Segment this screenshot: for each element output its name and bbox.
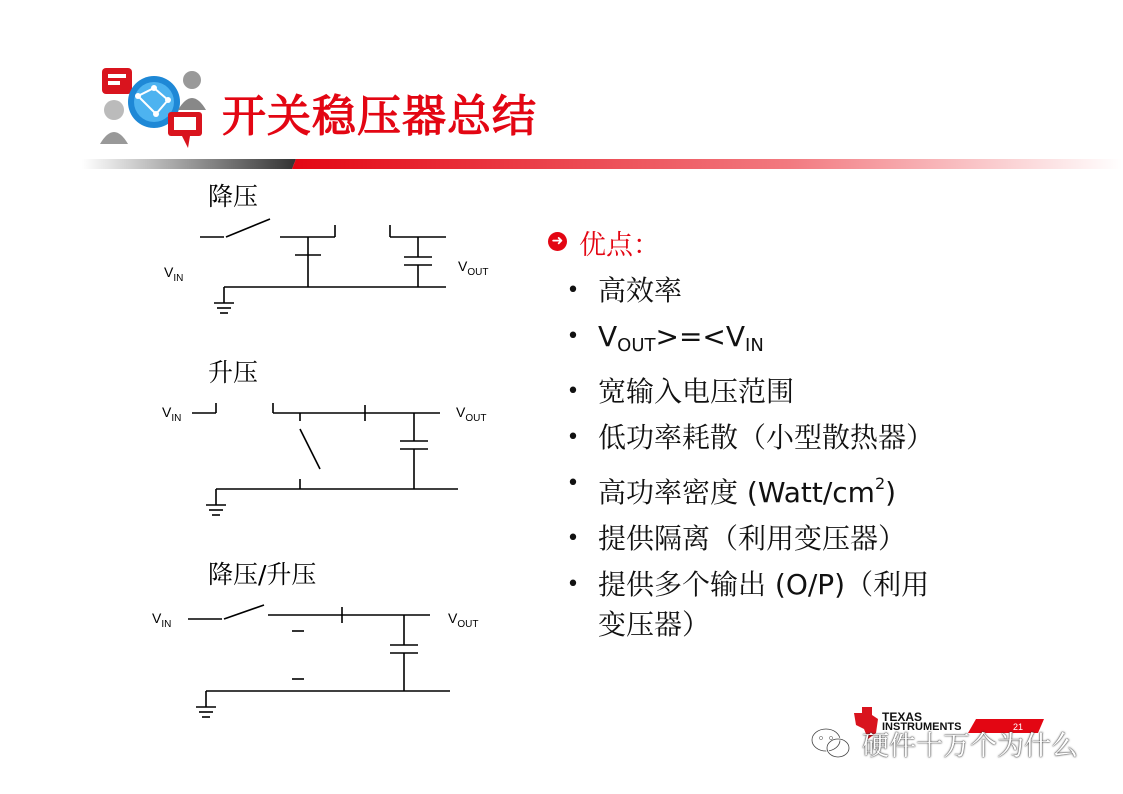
boost-vin-label: $V_{IN}$	[162, 404, 182, 424]
wechat-icon	[810, 726, 852, 762]
buck-boost-vout-label: $V_{OUT}$	[448, 610, 479, 630]
list-item-text: 高功率密度 $(Watt/cm^2)$	[598, 474, 897, 509]
list-item	[548, 314, 988, 369]
list-item	[548, 268, 988, 314]
title-underline	[82, 157, 1122, 171]
bullet-icon: •	[566, 379, 580, 404]
buck-vout-label: $V_{OUT}$	[458, 258, 489, 278]
list-item-text: 低功率耗散（小型散热器）	[598, 421, 935, 454]
bullet-icon: •	[566, 471, 580, 496]
header-logo	[98, 62, 210, 152]
ti-wordmark: TEXAS INSTRUMENTS	[882, 710, 962, 733]
advantages-list	[548, 268, 988, 645]
boost-label: 升压	[208, 358, 259, 387]
boost-circuit	[192, 403, 458, 515]
page-number: 21	[1013, 722, 1024, 732]
list-item-text: $V_{OUT}>=<V_{IN}$	[598, 320, 764, 356]
watermark	[810, 724, 1078, 763]
list-item-text: 宽输入电压范围	[598, 375, 795, 408]
boost-vout-label: $V_{OUT}$	[456, 404, 487, 424]
buck-boost-vin-label: $V_{IN}$	[152, 610, 172, 630]
list-item-text: 高效率	[598, 274, 683, 307]
bullet-icon: •	[566, 324, 580, 349]
page-title: 开关稳压器总结	[222, 91, 537, 142]
advantages-section	[548, 222, 988, 645]
bullet-icon: •	[566, 278, 580, 303]
bullet-icon: •	[566, 572, 580, 597]
advantages-heading-text: 优点：	[579, 229, 660, 261]
list-item	[548, 562, 988, 645]
buck-circuit	[200, 219, 446, 313]
list-item-text: 提供隔离（利用变压器）	[598, 522, 907, 555]
advantages-heading	[548, 222, 988, 262]
watermark-text: 硬件十万个为什么	[862, 731, 1078, 762]
circuit-diagrams	[140, 175, 540, 735]
buck-boost-label: 降压/升压	[208, 560, 317, 589]
list-item	[548, 516, 988, 562]
buck-label: 降压	[208, 182, 259, 211]
list-item	[548, 461, 988, 516]
arrow-right-circle-icon: ➜	[548, 232, 567, 251]
buck-boost-circuit	[188, 605, 450, 717]
bullet-icon: •	[566, 526, 580, 551]
buck-vin-label: $V_{IN}$	[164, 264, 184, 284]
bullet-icon: •	[566, 425, 580, 450]
list-item-text: 提供多个输出 (O/P)（利用变压器）	[598, 568, 930, 641]
list-item	[548, 369, 988, 415]
list-item	[548, 415, 988, 461]
